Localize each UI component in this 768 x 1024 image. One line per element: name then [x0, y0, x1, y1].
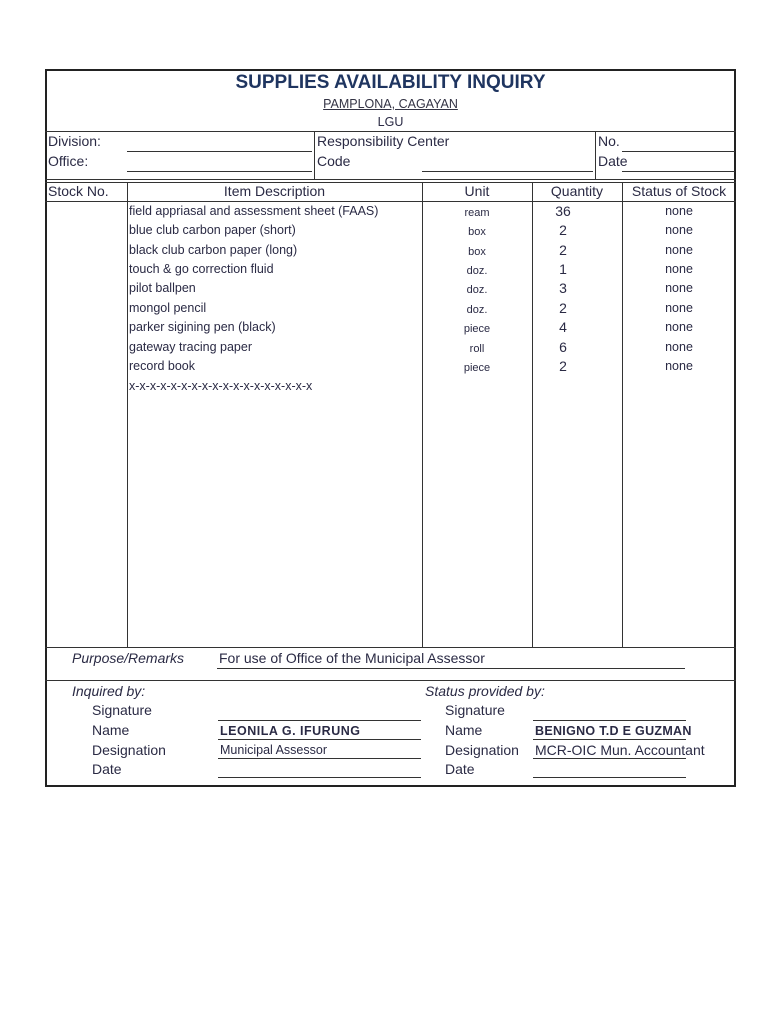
item-quantity: 2 — [559, 358, 567, 374]
item-status: none — [665, 204, 693, 218]
end-of-list-marker: x-x-x-x-x-x-x-x-x-x-x-x-x-x-x-x-x-x — [129, 379, 313, 393]
purpose-underline — [217, 668, 685, 669]
inquired-date-line[interactable] — [218, 777, 421, 778]
code-label: Code — [317, 153, 351, 169]
provided-designation-value: MCR-OIC Mun. Accountant — [535, 742, 705, 758]
item-quantity: 1 — [559, 261, 567, 277]
purpose-value[interactable]: For use of Office of the Municipal Assessor — [219, 650, 485, 666]
provided-designation-label: Designation — [445, 742, 519, 758]
location-link[interactable]: PAMPLONA, CAGAYAN — [323, 97, 458, 111]
item-description: pilot ballpen — [129, 281, 196, 295]
item-description: field appriasal and assessment sheet (FAAS) — [129, 204, 379, 218]
item-status: none — [665, 359, 693, 373]
inquired-designation-line — [218, 758, 421, 759]
divider — [45, 647, 736, 648]
item-status: none — [665, 340, 693, 354]
divider — [45, 179, 736, 180]
divider — [595, 131, 596, 179]
item-unit: piece — [463, 362, 491, 374]
office-label: Office: — [48, 153, 89, 169]
item-quantity: 2 — [559, 242, 567, 258]
inquired-designation-label: Designation — [92, 742, 166, 758]
divider — [127, 182, 128, 647]
inquired-name-line — [218, 739, 421, 740]
divider — [45, 201, 736, 202]
item-status: none — [665, 262, 693, 276]
date-label: Date — [598, 153, 628, 169]
provided-by-heading: Status provided by: — [425, 683, 545, 699]
provided-date-line[interactable] — [533, 777, 686, 778]
divider — [45, 680, 736, 681]
divider — [45, 131, 736, 132]
inquired-by-heading: Inquired by: — [72, 683, 146, 699]
purpose-label: Purpose/Remarks — [72, 650, 185, 666]
item-unit: roll — [469, 343, 485, 355]
item-unit: doz. — [466, 304, 488, 316]
column-header-unit: Unit — [464, 183, 490, 199]
item-quantity: 2 — [559, 222, 567, 238]
item-unit: doz. — [466, 284, 488, 296]
division-label: Division: — [48, 133, 101, 149]
provided-signature-label: Signature — [445, 702, 505, 718]
provided-designation-line — [533, 758, 686, 759]
no-label: No. — [598, 133, 620, 149]
office-field[interactable] — [127, 171, 312, 172]
item-description: mongol pencil — [129, 301, 207, 315]
column-header-item-description: Item Description — [223, 183, 326, 199]
provided-signature-line[interactable] — [533, 720, 686, 721]
column-header-quantity: Quantity — [550, 183, 604, 199]
responsibility-center-label: Responsibility Center — [317, 133, 450, 149]
provided-name-value: BENIGNO T.D E GUZMAN — [535, 724, 692, 738]
inquired-designation-value: Municipal Assessor — [220, 743, 327, 757]
item-description: record book — [129, 359, 196, 373]
item-quantity: 36 — [555, 203, 571, 219]
form-title: SUPPLIES AVAILABILITY INQUIRY — [235, 72, 546, 93]
item-status: none — [665, 281, 693, 295]
provided-date-label: Date — [445, 761, 475, 777]
item-description: touch & go correction fluid — [129, 262, 274, 276]
inquired-name-label: Name — [92, 722, 130, 738]
column-header-status: Status of Stock — [631, 183, 727, 199]
inquired-signature-line[interactable] — [218, 720, 421, 721]
divider — [314, 131, 315, 179]
item-status: none — [665, 320, 693, 334]
no-field[interactable] — [622, 151, 735, 152]
date-field[interactable] — [622, 171, 735, 172]
item-description: blue club carbon paper (short) — [129, 223, 296, 237]
code-field[interactable] — [422, 171, 593, 172]
item-status: none — [665, 243, 693, 257]
item-quantity: 2 — [559, 300, 567, 316]
item-quantity: 4 — [559, 319, 567, 335]
item-description: gateway tracing paper — [129, 340, 252, 354]
column-header-stock-no: Stock No. — [48, 183, 109, 199]
division-field[interactable] — [127, 151, 312, 152]
item-status: none — [665, 301, 693, 315]
inquired-name-value: LEONILA G. IFURUNG — [220, 724, 361, 738]
lgu-label: LGU — [377, 115, 404, 129]
item-unit: box — [468, 226, 486, 238]
item-quantity: 6 — [559, 339, 567, 355]
item-description: parker sigining pen (black) — [129, 320, 276, 334]
inquired-date-label: Date — [92, 761, 122, 777]
provided-name-label: Name — [445, 722, 483, 738]
provided-name-line — [533, 739, 686, 740]
item-quantity: 3 — [559, 280, 567, 296]
item-unit: piece — [463, 323, 491, 335]
item-unit: doz. — [466, 265, 488, 277]
item-status: none — [665, 223, 693, 237]
item-unit: box — [468, 246, 486, 258]
item-unit: ream — [464, 207, 490, 219]
inquired-signature-label: Signature — [92, 702, 152, 718]
item-description: black club carbon paper (long) — [129, 243, 298, 257]
